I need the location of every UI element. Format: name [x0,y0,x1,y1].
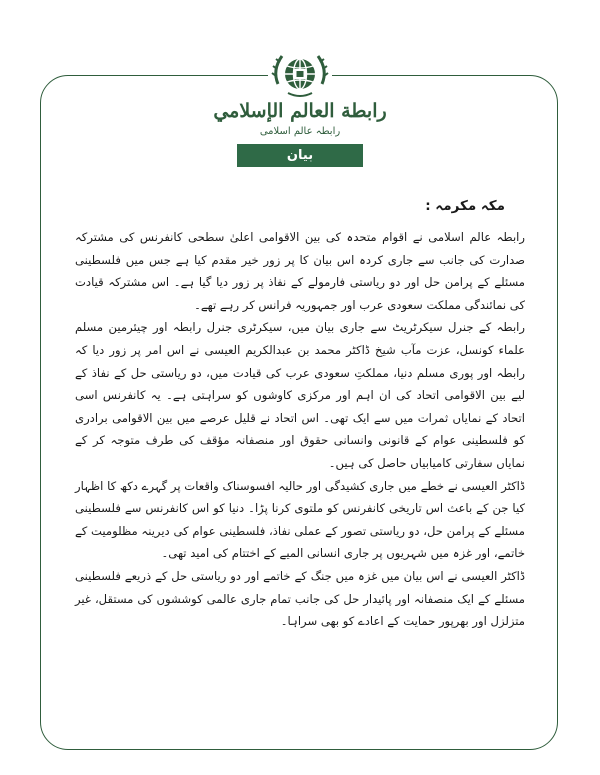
body-paragraph: ڈاکٹر العیسی نے اس بیان میں غزہ میں جنگ کے خاتمے اور دو ریاستی حل کے ذریعے فلسطینی مسئلے کے ایک منصفانہ اور پائیدار حل کی جانب تمام جاری عالمی کوششوں کی مستقل، غیر متزلزل اور بھرپور حمایت کے اعادے کو بھی سراہا۔ [75,568,525,629]
body-paragraph: ڈاکٹر العیسی نے خطے میں جاری کشیدگی اور حالیہ افسوسناک واقعات پر گہرے دکھ کا اظہار کیا جن کے باعث اس تاریخی کانفرنس کو ملتوی کرنا پڑا۔ دنیا کو اس کانفرنس سے فلسطینی مسئلے کے پرامن حل، دو ریاستی تصور کے عملی نفاذ، فلسطینی عوام کی دیرینہ مظلومیت کے خاتمے، اور غزہ میں شہریوں پر جاری انسانی المیے کے اختتام کی امید تھی۔ [75,478,525,561]
globe-emblem-icon [268,44,332,108]
organization-name: رابطة العالم الإسلامي [213,100,387,122]
statement-body [75,226,525,633]
statement-banner: بیان [237,144,363,167]
body-paragraph: رابطہ عالم اسلامی نے اقوام متحدہ کی بین الاقوامی اعلیٰ سطحی کانفرنس کی مشترکہ صدارت کی جانب سے جاری کردہ اس بیان کا پر زور خیر مقدم کیا ہے جس میں فلسطینی مسئلے کے پرامن حل اور دو ریاستی فارمولے کے نفاذ پر زور دیا گیا ہے۔ اس مشترکہ قیادت کی نمائندگی مملکت سعودی عرب اور جمہوریہ فرانس کر رہے تھے۔ [75,230,525,312]
organization-subtitle: رابطہ عالم اسلامی [259,126,341,137]
body-paragraph: رابطہ کے جنرل سیکرٹریٹ سے جاری بیان میں، سیکرٹری جنرل رابطہ اور چیئرمین مسلم علماء کونسل، عزت مآب شیخ ڈاکٹر محمد بن عبدالکریم العیسی نے اس امر پر زور دیا کہ رابطہ اور پوری مسلم دنیا، مملکتِ سعودی عرب کی قیادت میں، دو ریاستی حل کے نفاذ کے لیے بین الاقوامی اتحاد کی ان اہم اور مرکزی کاوشوں کو سراہتی ہے۔ یہ کانفرنس اسی اتحاد کے نمایاں ثمرات میں سے ایک تھی۔ اس اتحاد نے قلیل عرصے میں بین الاقوامی برادری کو فلسطینی عوام کے قانونی وانسانی حقوق اور منصفانہ مؤقف کی طرف متوجہ کر کے نمایاں سفارتی کامیابیاں حاصل کی ہیں۔ [75,320,525,470]
dateline: مکہ مکرمہ : [425,198,505,214]
